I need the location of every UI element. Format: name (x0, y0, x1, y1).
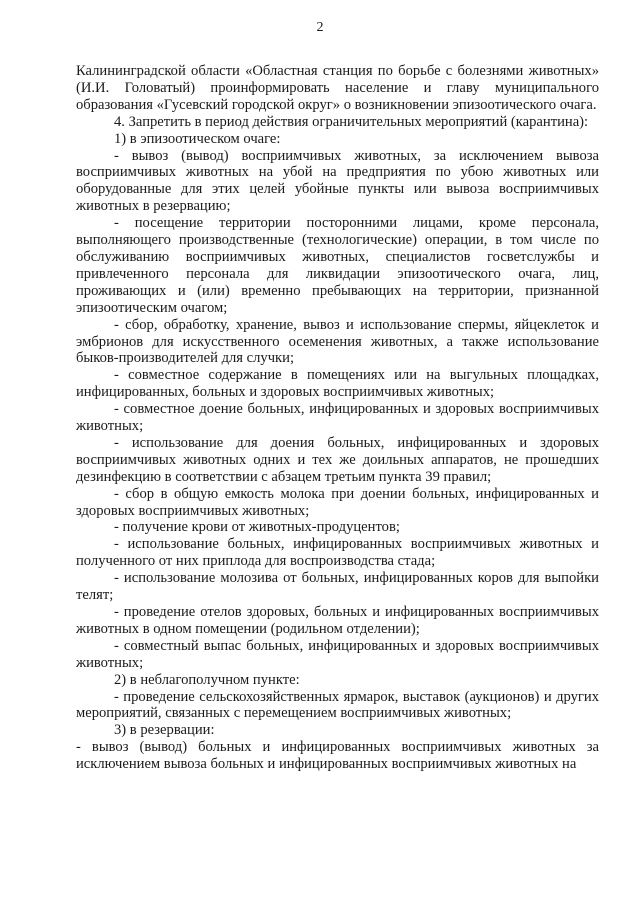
document-body (76, 63, 599, 773)
list-item: - совместное доение больных, инфицированных и здоровых восприимчивых животных; (76, 401, 599, 435)
list-item: - использование молозива от больных, инфицированных коров для выпойки телят; (76, 570, 599, 604)
paragraph-item-4: 4. Запретить в период действия ограничительных мероприятий (карантина): (114, 113, 589, 130)
list-item: - совместный выпас больных, инфицированных и здоровых восприимчивых животных; (76, 637, 599, 671)
page-number: 2 (316, 20, 324, 35)
list-item: - получение крови от животных-продуцентов; (114, 519, 400, 536)
list-item: - использование для доения больных, инфицированных и здоровых восприимчивых животных одних и тех же доильных аппаратов, не прошедших дезинфекцию в соответствии с абзацем третьим пункта 39 правил; (76, 434, 599, 485)
list-item: - сбор, обработку, хранение, вывоз и использование спермы, яйцеклеток и эмбрионов для искусственного осеменения животных, а также использование быков-производителей для случки; (76, 316, 599, 367)
paragraph-subitem-1: 1) в эпизоотическом очаге: (114, 130, 281, 147)
list-item: - проведение сельскохозяйственных ярмарок, выставок (аукционов) и других мероприятий, связанных с перемещением восприимчивых животных; (76, 688, 599, 722)
paragraph-subitem-2: 2) в неблагополучном пункте: (114, 671, 300, 688)
list-item: - вывоз (вывод) восприимчивых животных, за исключением вывоза восприимчивых животных на убой на предприятия по убою животных или оборудованные для этих целей убойные пункты или вывоза восприимчивых животных в резервацию; (76, 147, 599, 215)
list-item: - сбор в общую емкость молока при доении больных, инфицированных и здоровых восприимчивых животных; (76, 485, 599, 519)
list-item: - совместное содержание в помещениях или на выгульных площадках, инфицированных, больных и здоровых восприимчивых животных; (76, 367, 599, 401)
list-item: - использование больных, инфицированных восприимчивых животных и полученного от них приплода для воспроизводства стада; (76, 536, 599, 570)
paragraph-continuation: Калининградской области «Областная станция по борьбе с болезнями животных» (И.И. Головатый) проинформировать население и главу муниципального образования «Гусевский городской округ» о возникновении эпизоотического очага. (76, 63, 599, 113)
list-item: - проведение отелов здоровых, больных и инфицированных восприимчивых животных в одном помещении (родильном отделении); (76, 604, 599, 637)
list-item: - посещение территории посторонними лицами, кроме персонала, выполняющего производственные (технологические) операции, в том числе по обслуживанию восприимчивых животных, специалистов госветслужбы и привлеченного персонала для ликвидации эпизоотического очага, лиц, проживающих и (или) временно пребывающих на территории, признанной эпизоотическим очагом; (76, 215, 599, 316)
list-item: - вывоз (вывод) больных и инфицированных восприимчивых животных за исключением вывоза больных и инфицированных восприимчивых животных на (76, 739, 599, 773)
paragraph-subitem-3: 3) в резервации: (114, 722, 215, 739)
